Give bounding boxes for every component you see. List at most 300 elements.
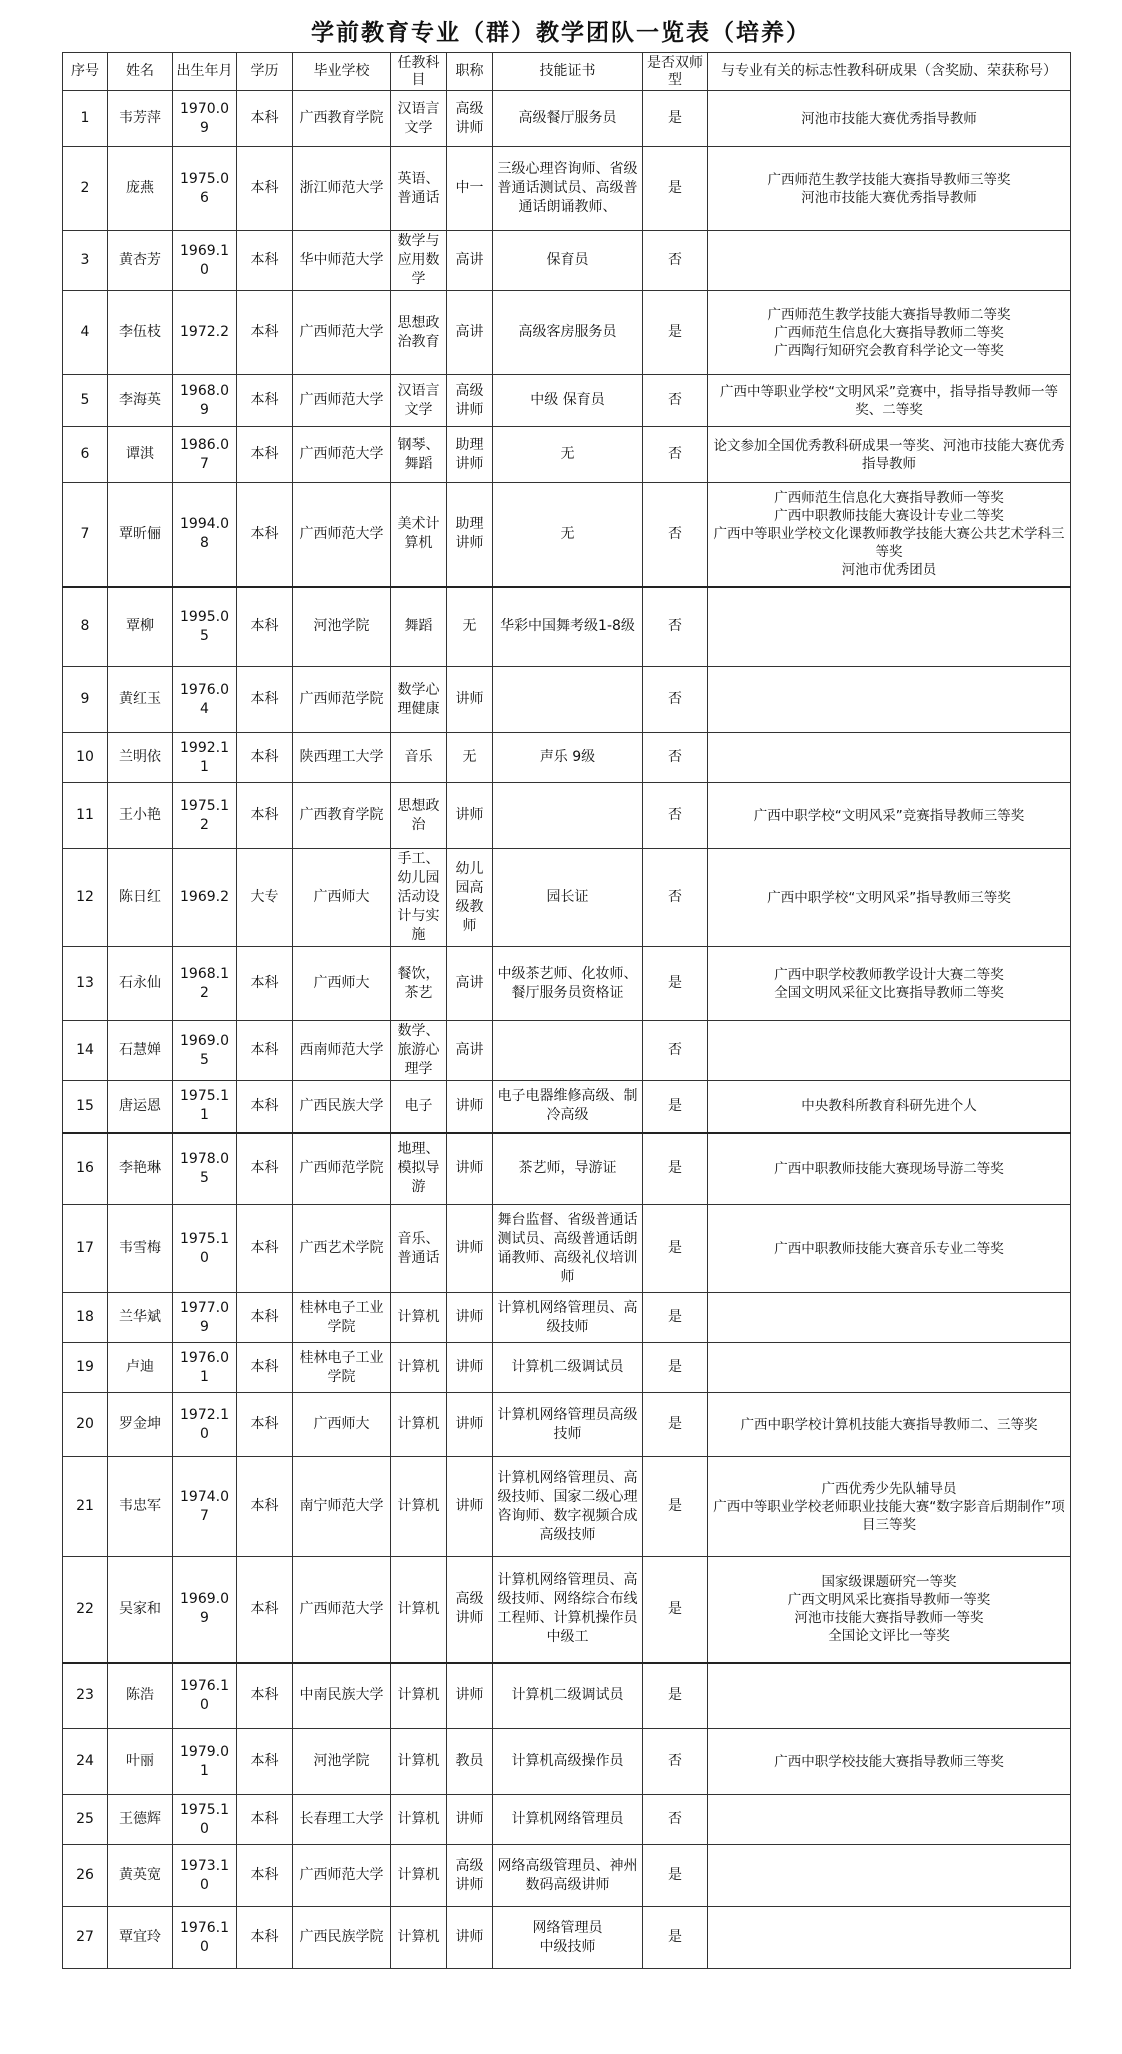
cell-birth: 1975.10 — [173, 1205, 237, 1293]
cell-birth: 1976.10 — [173, 1663, 237, 1729]
cell-education: 本科 — [237, 1293, 293, 1343]
cell-subject: 英语、普通话 — [391, 147, 447, 231]
cell-school: 广西师范大学 — [293, 1557, 391, 1663]
cell-no: 24 — [63, 1729, 108, 1795]
cell-subject: 计算机 — [391, 1557, 447, 1663]
cell-birth: 1975.11 — [173, 1081, 237, 1133]
cell-school: 广西师范大学 — [293, 1845, 391, 1907]
cell-birth: 1969.09 — [173, 1557, 237, 1663]
cell-school: 广西师大 — [293, 849, 391, 947]
cell-subject: 计算机 — [391, 1293, 447, 1343]
cell-certificate: 高级客房服务员 — [493, 291, 643, 375]
page-title: 学前教育专业（群）教学团队一览表（培养） — [311, 20, 811, 46]
cell-certificate: 计算机网络管理员高级技师 — [493, 1393, 643, 1457]
cell-certificate: 声乐 9级 — [493, 733, 643, 783]
cell-subject: 汉语言文学 — [391, 91, 447, 147]
cell-no: 5 — [63, 375, 108, 427]
table-row — [63, 1133, 1071, 1205]
cell-award — [708, 1907, 1071, 1969]
col-header-education: 学历 — [237, 53, 293, 91]
cell-birth: 1992.11 — [173, 733, 237, 783]
cell-award: 广西中职学校“文明风采”指导教师三等奖 — [708, 849, 1071, 947]
cell-subject: 数学心理健康 — [391, 667, 447, 733]
cell-school: 广西师大 — [293, 947, 391, 1021]
cell-school: 桂林电子工业学院 — [293, 1343, 391, 1393]
cell-dual: 是 — [643, 1457, 708, 1557]
table-row — [63, 1557, 1071, 1663]
cell-certificate — [493, 667, 643, 733]
cell-no: 26 — [63, 1845, 108, 1907]
cell-birth: 1968.09 — [173, 375, 237, 427]
cell-no: 13 — [63, 947, 108, 1021]
cell-birth: 1976.04 — [173, 667, 237, 733]
cell-certificate: 园长证 — [493, 849, 643, 947]
cell-dual: 否 — [643, 483, 708, 587]
cell-award: 广西中职学校“文明风采”竞赛指导教师三等奖 — [708, 783, 1071, 849]
cell-dual: 是 — [643, 1845, 708, 1907]
cell-education: 本科 — [237, 1457, 293, 1557]
cell-title: 讲师 — [447, 1457, 493, 1557]
cell-no: 22 — [63, 1557, 108, 1663]
cell-certificate: 茶艺师，导游证 — [493, 1133, 643, 1205]
cell-award — [708, 231, 1071, 291]
table-row — [63, 1795, 1071, 1845]
cell-school: 陕西理工大学 — [293, 733, 391, 783]
cell-no: 27 — [63, 1907, 108, 1969]
cell-subject: 手工、幼儿园活动设计与实施 — [391, 849, 447, 947]
cell-subject: 计算机 — [391, 1343, 447, 1393]
cell-title: 高讲 — [447, 947, 493, 1021]
cell-birth: 1976.01 — [173, 1343, 237, 1393]
cell-award — [708, 667, 1071, 733]
cell-award — [708, 1663, 1071, 1729]
cell-no: 19 — [63, 1343, 108, 1393]
cell-dual: 是 — [643, 1081, 708, 1133]
cell-no: 10 — [63, 733, 108, 783]
cell-award: 广西中职教师技能大赛音乐专业二等奖 — [708, 1205, 1071, 1293]
cell-education: 本科 — [237, 1795, 293, 1845]
cell-title: 讲师 — [447, 1205, 493, 1293]
cell-award: 广西师范生教学技能大赛指导教师二等奖 广西师范生信息化大赛指导教师二等奖 广西陶行知研究会教育科学论文一等奖 — [708, 291, 1071, 375]
cell-name: 兰华斌 — [108, 1293, 173, 1343]
cell-subject: 汉语言文学 — [391, 375, 447, 427]
cell-name: 覃柳 — [108, 587, 173, 667]
cell-title: 高级讲师 — [447, 375, 493, 427]
cell-birth: 1969.10 — [173, 231, 237, 291]
cell-no: 2 — [63, 147, 108, 231]
cell-education: 本科 — [237, 1081, 293, 1133]
cell-school: 广西师大 — [293, 1393, 391, 1457]
cell-name: 韦雪梅 — [108, 1205, 173, 1293]
cell-award: 广西师范生教学技能大赛指导教师三等奖 河池市技能大赛优秀指导教师 — [708, 147, 1071, 231]
cell-school: 长春理工大学 — [293, 1795, 391, 1845]
cell-title: 讲师 — [447, 1081, 493, 1133]
cell-title: 无 — [447, 587, 493, 667]
cell-education: 本科 — [237, 291, 293, 375]
cell-title: 讲师 — [447, 1907, 493, 1969]
cell-dual: 否 — [643, 427, 708, 483]
col-header-dual: 是否双师型 — [643, 53, 708, 91]
cell-certificate: 计算机二级调试员 — [493, 1343, 643, 1393]
cell-no: 9 — [63, 667, 108, 733]
cell-certificate: 华彩中国舞考级1-8级 — [493, 587, 643, 667]
cell-certificate: 计算机网络管理员、高级技师、国家二级心理咨询师、数字视频合成高级技师 — [493, 1457, 643, 1557]
cell-education: 本科 — [237, 1205, 293, 1293]
cell-education: 本科 — [237, 1343, 293, 1393]
cell-no: 17 — [63, 1205, 108, 1293]
cell-title: 高讲 — [447, 291, 493, 375]
cell-birth: 1975.10 — [173, 1795, 237, 1845]
cell-name: 韦芳萍 — [108, 91, 173, 147]
col-header-school: 毕业学校 — [293, 53, 391, 91]
cell-education: 本科 — [237, 1663, 293, 1729]
cell-subject: 思想政治教育 — [391, 291, 447, 375]
cell-name: 王德辉 — [108, 1795, 173, 1845]
cell-title: 助理讲师 — [447, 483, 493, 587]
cell-no: 3 — [63, 231, 108, 291]
cell-name: 黄红玉 — [108, 667, 173, 733]
cell-name: 卢迪 — [108, 1343, 173, 1393]
table-row — [63, 733, 1071, 783]
header-row — [63, 53, 1071, 91]
cell-dual: 否 — [643, 849, 708, 947]
cell-subject: 钢琴、舞蹈 — [391, 427, 447, 483]
cell-no: 8 — [63, 587, 108, 667]
cell-school: 广西教育学院 — [293, 91, 391, 147]
cell-award — [708, 587, 1071, 667]
cell-education: 本科 — [237, 783, 293, 849]
cell-school: 广西师范大学 — [293, 375, 391, 427]
cell-title: 教员 — [447, 1729, 493, 1795]
cell-dual: 否 — [643, 667, 708, 733]
table-row — [63, 375, 1071, 427]
cell-title: 讲师 — [447, 783, 493, 849]
cell-title: 讲师 — [447, 1663, 493, 1729]
cell-subject: 电子 — [391, 1081, 447, 1133]
cell-certificate: 计算机网络管理员 — [493, 1795, 643, 1845]
cell-award — [708, 733, 1071, 783]
cell-award — [708, 1845, 1071, 1907]
cell-award: 广西中职教师技能大赛现场导游二等奖 — [708, 1133, 1071, 1205]
cell-name: 黄英宽 — [108, 1845, 173, 1907]
cell-no: 20 — [63, 1393, 108, 1457]
cell-certificate: 计算机网络管理员、高级技师 — [493, 1293, 643, 1343]
cell-school: 广西教育学院 — [293, 783, 391, 849]
cell-education: 本科 — [237, 375, 293, 427]
cell-no: 25 — [63, 1795, 108, 1845]
cell-birth: 1974.07 — [173, 1457, 237, 1557]
table-row — [63, 1205, 1071, 1293]
staff-table — [62, 52, 1071, 1969]
col-header-name: 姓名 — [108, 53, 173, 91]
cell-school: 广西民族大学 — [293, 1081, 391, 1133]
cell-birth: 1975.12 — [173, 783, 237, 849]
col-header-birth: 出生年月 — [173, 53, 237, 91]
cell-dual: 否 — [643, 783, 708, 849]
cell-certificate: 中级 保育员 — [493, 375, 643, 427]
cell-school: 河池学院 — [293, 587, 391, 667]
cell-no: 6 — [63, 427, 108, 483]
cell-birth: 1972.10 — [173, 1393, 237, 1457]
cell-certificate: 网络管理员 中级技师 — [493, 1907, 643, 1969]
cell-dual: 是 — [643, 1393, 708, 1457]
cell-name: 陈浩 — [108, 1663, 173, 1729]
cell-title: 中一 — [447, 147, 493, 231]
table-row — [63, 1729, 1071, 1795]
cell-education: 本科 — [237, 1907, 293, 1969]
cell-birth: 1968.12 — [173, 947, 237, 1021]
cell-title: 讲师 — [447, 1293, 493, 1343]
cell-title: 讲师 — [447, 667, 493, 733]
cell-award: 广西中职学校计算机技能大赛指导教师二、三等奖 — [708, 1393, 1071, 1457]
cell-no: 12 — [63, 849, 108, 947]
cell-subject: 餐饮，茶艺 — [391, 947, 447, 1021]
table-row — [63, 147, 1071, 231]
cell-title: 高讲 — [447, 231, 493, 291]
cell-name: 黄杏芳 — [108, 231, 173, 291]
cell-certificate — [493, 1021, 643, 1081]
cell-award: 中央教科所教育科研先进个人 — [708, 1081, 1071, 1133]
cell-award — [708, 1021, 1071, 1081]
cell-subject: 音乐 — [391, 733, 447, 783]
cell-dual: 是 — [643, 291, 708, 375]
cell-award — [708, 1293, 1071, 1343]
cell-school: 南宁师范大学 — [293, 1457, 391, 1557]
cell-title: 幼儿园高级教师 — [447, 849, 493, 947]
table-row — [63, 947, 1071, 1021]
cell-title: 高级讲师 — [447, 1845, 493, 1907]
cell-education: 本科 — [237, 91, 293, 147]
cell-dual: 是 — [643, 1133, 708, 1205]
cell-dual: 否 — [643, 1795, 708, 1845]
cell-subject: 思想政治 — [391, 783, 447, 849]
cell-school: 广西艺术学院 — [293, 1205, 391, 1293]
cell-dual: 是 — [643, 1907, 708, 1969]
cell-title: 助理讲师 — [447, 427, 493, 483]
cell-education: 本科 — [237, 667, 293, 733]
cell-dual: 否 — [643, 231, 708, 291]
cell-subject: 计算机 — [391, 1663, 447, 1729]
cell-title: 无 — [447, 733, 493, 783]
cell-birth: 1969.05 — [173, 1021, 237, 1081]
cell-subject: 音乐、普通话 — [391, 1205, 447, 1293]
table-row — [63, 1081, 1071, 1133]
table-row — [63, 1457, 1071, 1557]
cell-birth: 1973.10 — [173, 1845, 237, 1907]
cell-name: 李艳琳 — [108, 1133, 173, 1205]
cell-certificate: 保育员 — [493, 231, 643, 291]
cell-no: 23 — [63, 1663, 108, 1729]
cell-dual: 是 — [643, 1293, 708, 1343]
cell-subject: 计算机 — [391, 1907, 447, 1969]
cell-school: 浙江师范大学 — [293, 147, 391, 231]
cell-birth: 1977.09 — [173, 1293, 237, 1343]
cell-school: 广西民族学院 — [293, 1907, 391, 1969]
cell-birth: 1969.2 — [173, 849, 237, 947]
cell-no: 18 — [63, 1293, 108, 1343]
cell-award: 广西中等职业学校“文明风采”竞赛中，指导指导教师一等奖、二等奖 — [708, 375, 1071, 427]
cell-birth: 1994.08 — [173, 483, 237, 587]
cell-birth: 1995.05 — [173, 587, 237, 667]
table-row — [63, 91, 1071, 147]
table-row — [63, 427, 1071, 483]
cell-subject: 美术计算机 — [391, 483, 447, 587]
cell-name: 王小艳 — [108, 783, 173, 849]
cell-certificate: 三级心理咨询师、省级普通话测试员、高级普通话朗诵教师、 — [493, 147, 643, 231]
cell-education: 本科 — [237, 1133, 293, 1205]
cell-no: 7 — [63, 483, 108, 587]
cell-no: 11 — [63, 783, 108, 849]
cell-school: 中南民族大学 — [293, 1663, 391, 1729]
cell-certificate: 无 — [493, 427, 643, 483]
cell-title: 讲师 — [447, 1795, 493, 1845]
cell-title: 高级讲师 — [447, 1557, 493, 1663]
cell-dual: 是 — [643, 1663, 708, 1729]
cell-certificate: 高级餐厅服务员 — [493, 91, 643, 147]
cell-name: 覃昕俪 — [108, 483, 173, 587]
cell-education: 大专 — [237, 849, 293, 947]
col-header-certificate: 技能证书 — [493, 53, 643, 91]
cell-birth: 1979.01 — [173, 1729, 237, 1795]
cell-school: 河池学院 — [293, 1729, 391, 1795]
cell-dual: 否 — [643, 1729, 708, 1795]
cell-school: 华中师范大学 — [293, 231, 391, 291]
cell-school: 广西师范大学 — [293, 483, 391, 587]
cell-name: 叶丽 — [108, 1729, 173, 1795]
cell-name: 李海英 — [108, 375, 173, 427]
cell-birth: 1972.2 — [173, 291, 237, 375]
cell-award: 河池市技能大赛优秀指导教师 — [708, 91, 1071, 147]
cell-dual: 是 — [643, 1205, 708, 1293]
cell-title: 讲师 — [447, 1343, 493, 1393]
cell-education: 本科 — [237, 1393, 293, 1457]
cell-no: 21 — [63, 1457, 108, 1557]
col-header-title: 职称 — [447, 53, 493, 91]
cell-name: 覃宜玲 — [108, 1907, 173, 1969]
cell-award: 论文参加全国优秀教科研成果一等奖、河池市技能大赛优秀指导教师 — [708, 427, 1071, 483]
cell-birth: 1976.10 — [173, 1907, 237, 1969]
cell-name: 庞燕 — [108, 147, 173, 231]
cell-title: 高讲 — [447, 1021, 493, 1081]
table-row — [63, 783, 1071, 849]
cell-name: 李伍枝 — [108, 291, 173, 375]
cell-title: 高级讲师 — [447, 91, 493, 147]
cell-education: 本科 — [237, 1557, 293, 1663]
cell-title: 讲师 — [447, 1393, 493, 1457]
cell-award: 广西师范生信息化大赛指导教师一等奖 广西中职教师技能大赛设计专业二等奖 广西中等职业学校文化课教师教学技能大赛公共艺术学科三等奖 河池市优秀团员 — [708, 483, 1071, 587]
cell-title: 讲师 — [447, 1133, 493, 1205]
cell-name: 兰明依 — [108, 733, 173, 783]
table-row — [63, 1393, 1071, 1457]
cell-birth: 1978.05 — [173, 1133, 237, 1205]
cell-name: 石慧婵 — [108, 1021, 173, 1081]
table-row — [63, 587, 1071, 667]
cell-education: 本科 — [237, 427, 293, 483]
cell-name: 谭淇 — [108, 427, 173, 483]
cell-dual: 是 — [643, 147, 708, 231]
cell-name: 罗金坤 — [108, 1393, 173, 1457]
cell-dual: 是 — [643, 91, 708, 147]
cell-birth: 1970.09 — [173, 91, 237, 147]
cell-subject: 数学、旅游心理学 — [391, 1021, 447, 1081]
cell-subject: 计算机 — [391, 1457, 447, 1557]
cell-certificate: 计算机网络管理员、高级技师、网络综合布线工程师、计算机操作员中级工 — [493, 1557, 643, 1663]
cell-certificate: 计算机二级调试员 — [493, 1663, 643, 1729]
cell-dual: 否 — [643, 1021, 708, 1081]
cell-name: 吴家和 — [108, 1557, 173, 1663]
table-row — [63, 1845, 1071, 1907]
cell-no: 1 — [63, 91, 108, 147]
table-row — [63, 1293, 1071, 1343]
table-row — [63, 1663, 1071, 1729]
cell-dual: 否 — [643, 375, 708, 427]
cell-school: 广西师范学院 — [293, 667, 391, 733]
cell-dual: 是 — [643, 1557, 708, 1663]
cell-subject: 地理、模拟导游 — [391, 1133, 447, 1205]
table-row — [63, 1343, 1071, 1393]
cell-subject: 舞蹈 — [391, 587, 447, 667]
cell-education: 本科 — [237, 733, 293, 783]
cell-education: 本科 — [237, 483, 293, 587]
cell-certificate: 舞台监督、省级普通话测试员、高级普通话朗诵教师、高级礼仪培训师 — [493, 1205, 643, 1293]
cell-subject: 计算机 — [391, 1729, 447, 1795]
cell-certificate: 无 — [493, 483, 643, 587]
cell-name: 唐运恩 — [108, 1081, 173, 1133]
cell-award: 国家级课题研究一等奖 广西文明风采比赛指导教师一等奖 河池市技能大赛指导教师一等奖 全国论文评比一等奖 — [708, 1557, 1071, 1663]
cell-education: 本科 — [237, 947, 293, 1021]
table-row — [63, 291, 1071, 375]
table-row — [63, 231, 1071, 291]
cell-school: 西南师范大学 — [293, 1021, 391, 1081]
cell-birth: 1975.06 — [173, 147, 237, 231]
cell-education: 本科 — [237, 231, 293, 291]
cell-certificate — [493, 783, 643, 849]
table-row — [63, 483, 1071, 587]
cell-no: 14 — [63, 1021, 108, 1081]
cell-subject: 计算机 — [391, 1795, 447, 1845]
table-row — [63, 1021, 1071, 1081]
cell-award — [708, 1343, 1071, 1393]
cell-no: 15 — [63, 1081, 108, 1133]
cell-subject: 计算机 — [391, 1845, 447, 1907]
cell-name: 韦忠军 — [108, 1457, 173, 1557]
cell-education: 本科 — [237, 147, 293, 231]
cell-name: 石永仙 — [108, 947, 173, 1021]
cell-award — [708, 1795, 1071, 1845]
cell-dual: 否 — [643, 587, 708, 667]
cell-no: 4 — [63, 291, 108, 375]
col-header-no: 序号 — [63, 53, 108, 91]
cell-school: 广西师范大学 — [293, 427, 391, 483]
cell-birth: 1986.07 — [173, 427, 237, 483]
cell-education: 本科 — [237, 1729, 293, 1795]
table-row — [63, 667, 1071, 733]
cell-subject: 计算机 — [391, 1393, 447, 1457]
cell-certificate: 电子电器维修高级、制冷高级 — [493, 1081, 643, 1133]
cell-name: 陈日红 — [108, 849, 173, 947]
cell-award: 广西中职学校技能大赛指导教师三等奖 — [708, 1729, 1071, 1795]
cell-school: 广西师范学院 — [293, 1133, 391, 1205]
cell-dual: 是 — [643, 1343, 708, 1393]
cell-school: 桂林电子工业学院 — [293, 1293, 391, 1343]
col-header-awards: 与专业有关的标志性教科研成果（含奖励、荣获称号） — [708, 53, 1071, 91]
cell-award: 广西中职学校教师教学设计大赛二等奖 全国文明风采征文比赛指导教师二等奖 — [708, 947, 1071, 1021]
cell-award: 广西优秀少先队辅导员 广西中等职业学校老师职业技能大赛“数字影音后期制作”项目三等奖 — [708, 1457, 1071, 1557]
cell-no: 16 — [63, 1133, 108, 1205]
cell-subject: 数学与应用数学 — [391, 231, 447, 291]
cell-education: 本科 — [237, 1021, 293, 1081]
cell-education: 本科 — [237, 1845, 293, 1907]
